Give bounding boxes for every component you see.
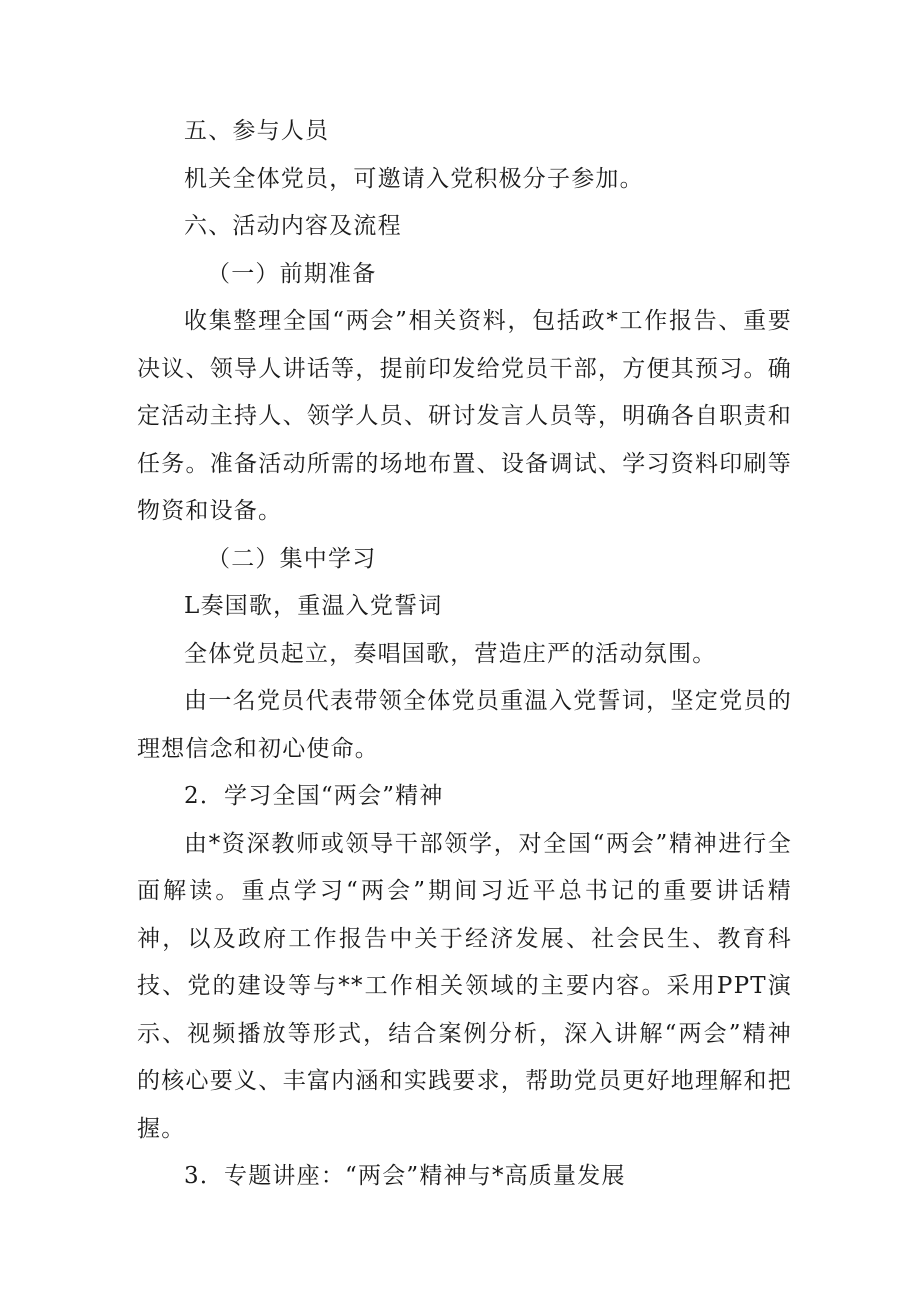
subheading-centralized-study: （二）集中学习: [207, 545, 377, 572]
section-heading-activity-content: 六、活动内容及流程: [184, 213, 402, 239]
paragraph-preparation: 收集整理全国“两会”相关资料，包括政*工作报告、重要决议、领导人讲话等，提前印发给党员干部，方便其预习。确定活动主持人、领学人员、研讨发言人员等，明确各自职责和任务。准备活动所需的场地布置、设备调试、学习资料印刷等物资和设备。: [137, 308, 792, 524]
item-heading-anthem-oath: L奏国歌，重温入党誓词: [184, 593, 443, 619]
paragraph-anthem: 全体党员起立，奏唱国歌，营造庄严的活动氛围。: [184, 640, 717, 667]
item-heading-study-spirit: 2．学习全国“两会”精神: [184, 783, 444, 809]
paragraph-oath: 由一名党员代表带领全体党员重温入党誓词，坚定党员的理想信念和初心使命。: [137, 688, 792, 762]
paragraph-study-spirit: 由*资深教师或领导干部领学，对全国“两会”精神进行全面解读。重点学习“两会”期间习近平总书记的重要讲话精神，以及政府工作报告中关于经济发展、社会民生、教育科技、党的建设等与**工作相关领域的主要内容。采用PPT演示、视频播放等形式，结合案例分析，深入讲解“两会”精神的核心要义、丰富内涵和实践要求，帮助党员更好地理解和把握。: [137, 830, 792, 1142]
paragraph-participants: 机关全体党员，可邀请入党积极分子参加。: [184, 165, 644, 192]
subheading-preparation: （一）前期准备: [207, 260, 377, 287]
section-heading-participants: 五、参与人员: [184, 118, 330, 144]
item-heading-lecture: 3．专题讲座：“两会”精神与*高质量发展: [184, 1163, 626, 1189]
document-body: [137, 108, 792, 1201]
